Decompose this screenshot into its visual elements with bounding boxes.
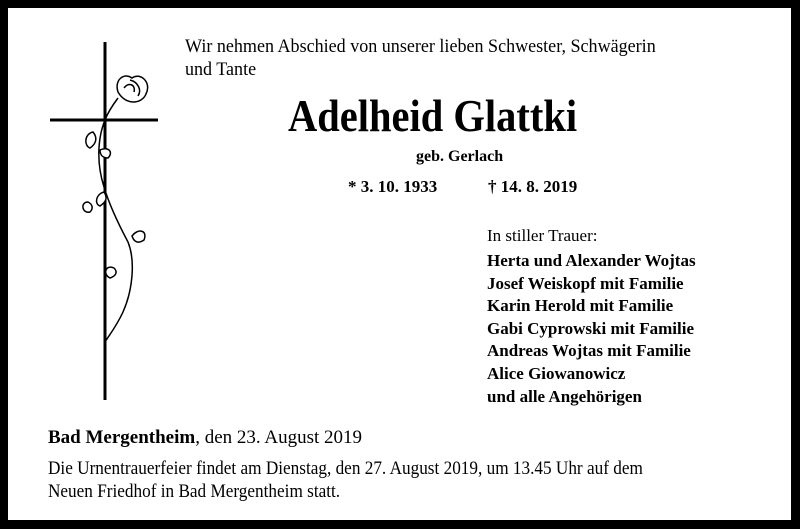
intro-text	[185, 35, 656, 81]
ceremony-info	[48, 458, 643, 504]
death-date: † 14. 8. 2019	[488, 177, 578, 196]
ceremony-line-2: Neuen Friedhof in Bad Mergentheim statt.	[48, 482, 341, 502]
maiden-name: geb. Gerlach	[416, 148, 504, 165]
place: Bad Mergentheim	[48, 427, 196, 448]
place-date	[48, 427, 362, 449]
mourner: Gabi Cyprowski mit Familie	[487, 318, 694, 338]
obituary-notice	[8, 8, 791, 520]
date: , den 23. August 2019	[195, 427, 363, 448]
mourner: Karin Herold mit Familie	[487, 296, 674, 316]
mourners-list	[487, 250, 696, 408]
mourner: Herta und Alexander Wojtas	[487, 251, 696, 270]
mourner: und alle Angehörigen	[487, 386, 642, 406]
deceased-name: Adelheid Glattki	[288, 91, 578, 141]
mourners-heading: In stiller Trauer:	[487, 226, 598, 245]
birth-date: * 3. 10. 1933	[348, 177, 438, 196]
intro-line-2: und Tante	[185, 59, 257, 80]
intro-line-1: Wir nehmen Abschied von unserer lieben Schwester, Schwägerin	[185, 36, 656, 57]
mourner: Josef Weiskopf mit Familie	[487, 273, 684, 293]
ceremony-line-1: Die Urnentrauerfeier findet am Dienstag, den 27. August 2019, um 13.45 Uhr auf dem	[48, 459, 643, 479]
cross-with-rose-icon	[48, 42, 173, 412]
mourner: Alice Giowanowicz	[487, 363, 626, 383]
mourner: Andreas Wojtas mit Familie	[487, 341, 691, 361]
